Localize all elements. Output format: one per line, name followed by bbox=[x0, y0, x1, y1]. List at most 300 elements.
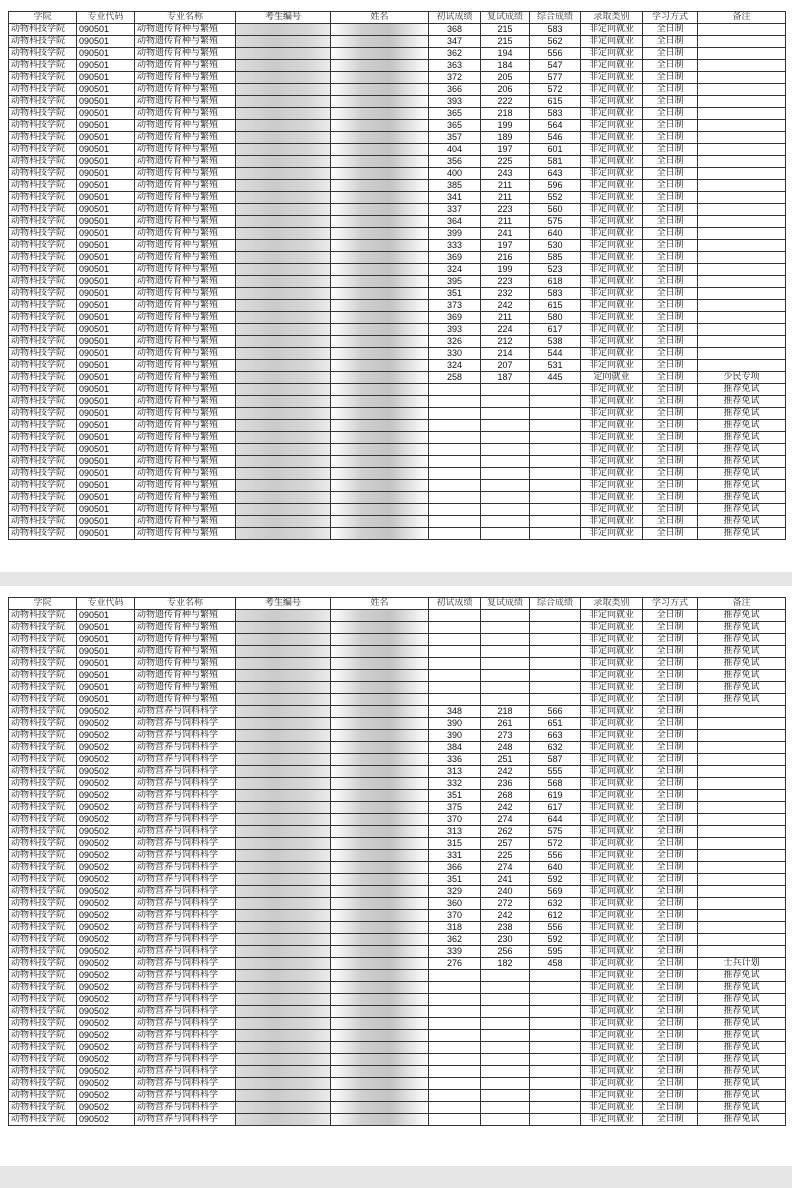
cell-retest-score: 243 bbox=[481, 168, 530, 180]
cell-total-score: 547 bbox=[530, 60, 581, 72]
table-row bbox=[9, 922, 786, 934]
cell-major-code: 090501 bbox=[77, 408, 135, 420]
table-row bbox=[9, 396, 786, 408]
cell-admission-type: 非定向就业 bbox=[581, 778, 643, 790]
cell-prelim-score bbox=[429, 982, 481, 994]
cell-name bbox=[331, 946, 429, 958]
cell-major-name: 动物遗传育种与繁殖 bbox=[135, 432, 236, 444]
cell-total-score: 575 bbox=[530, 216, 581, 228]
cell-college: 动物科技学院 bbox=[9, 228, 77, 240]
cell-name bbox=[331, 252, 429, 264]
table-row bbox=[9, 1018, 786, 1030]
cell-major-code: 090501 bbox=[77, 468, 135, 480]
table-row bbox=[9, 108, 786, 120]
cell-name bbox=[331, 958, 429, 970]
cell-study-mode: 全日制 bbox=[643, 814, 698, 826]
cell-remarks bbox=[698, 874, 786, 886]
cell-candidate-id bbox=[236, 730, 331, 742]
cell-candidate-id bbox=[236, 1078, 331, 1090]
cell-study-mode: 全日制 bbox=[643, 1006, 698, 1018]
cell-total-score: 564 bbox=[530, 120, 581, 132]
cell-college: 动物科技学院 bbox=[9, 1054, 77, 1066]
cell-candidate-id bbox=[236, 922, 331, 934]
cell-name bbox=[331, 24, 429, 36]
cell-remarks bbox=[698, 814, 786, 826]
cell-prelim-score: 370 bbox=[429, 910, 481, 922]
cell-admission-type: 非定向就业 bbox=[581, 60, 643, 72]
cell-study-mode: 全日制 bbox=[643, 168, 698, 180]
cell-college: 动物科技学院 bbox=[9, 958, 77, 970]
cell-major-name: 动物遗传育种与繁殖 bbox=[135, 252, 236, 264]
cell-admission-type: 非定向就业 bbox=[581, 180, 643, 192]
cell-total-score bbox=[530, 432, 581, 444]
cell-college: 动物科技学院 bbox=[9, 240, 77, 252]
cell-college: 动物科技学院 bbox=[9, 432, 77, 444]
cell-remarks bbox=[698, 108, 786, 120]
cell-retest-score: 218 bbox=[481, 706, 530, 718]
cell-major-code: 090501 bbox=[77, 420, 135, 432]
cell-remarks bbox=[698, 72, 786, 84]
cell-study-mode: 全日制 bbox=[643, 504, 698, 516]
table-row bbox=[9, 622, 786, 634]
cell-major-name: 动物营养与饲料科学 bbox=[135, 826, 236, 838]
cell-study-mode: 全日制 bbox=[643, 862, 698, 874]
cell-admission-type: 非定向就业 bbox=[581, 36, 643, 48]
cell-name bbox=[331, 778, 429, 790]
table-row bbox=[9, 432, 786, 444]
cell-major-code: 090501 bbox=[77, 480, 135, 492]
header-major-code: 专业代码 bbox=[77, 12, 135, 24]
cell-prelim-score: 337 bbox=[429, 204, 481, 216]
cell-admission-type: 非定向就业 bbox=[581, 468, 643, 480]
header-study-mode: 学习方式 bbox=[643, 12, 698, 24]
cell-candidate-id bbox=[236, 754, 331, 766]
table-row bbox=[9, 240, 786, 252]
cell-remarks bbox=[698, 898, 786, 910]
cell-prelim-score: 360 bbox=[429, 898, 481, 910]
cell-remarks: 士兵计划 bbox=[698, 958, 786, 970]
cell-college: 动物科技学院 bbox=[9, 862, 77, 874]
cell-college: 动物科技学院 bbox=[9, 408, 77, 420]
table-row bbox=[9, 72, 786, 84]
cell-college: 动物科技学院 bbox=[9, 96, 77, 108]
cell-total-score bbox=[530, 634, 581, 646]
cell-major-name: 动物遗传育种与繁殖 bbox=[135, 276, 236, 288]
cell-retest-score: 211 bbox=[481, 192, 530, 204]
cell-remarks bbox=[698, 288, 786, 300]
cell-candidate-id bbox=[236, 324, 331, 336]
cell-admission-type: 非定向就业 bbox=[581, 910, 643, 922]
cell-major-name: 动物营养与饲料科学 bbox=[135, 982, 236, 994]
cell-prelim-score: 369 bbox=[429, 252, 481, 264]
cell-candidate-id bbox=[236, 706, 331, 718]
cell-total-score bbox=[530, 1114, 581, 1126]
cell-prelim-score: 331 bbox=[429, 850, 481, 862]
cell-major-code: 090502 bbox=[77, 946, 135, 958]
cell-total-score: 523 bbox=[530, 264, 581, 276]
table-row bbox=[9, 516, 786, 528]
cell-retest-score bbox=[481, 970, 530, 982]
cell-college: 动物科技学院 bbox=[9, 1090, 77, 1102]
cell-college: 动物科技学院 bbox=[9, 778, 77, 790]
cell-retest-score: 261 bbox=[481, 718, 530, 730]
cell-major-code: 090501 bbox=[77, 156, 135, 168]
cell-candidate-id bbox=[236, 1042, 331, 1054]
cell-retest-score bbox=[481, 1090, 530, 1102]
cell-name bbox=[331, 970, 429, 982]
cell-total-score: 555 bbox=[530, 766, 581, 778]
cell-remarks bbox=[698, 838, 786, 850]
cell-candidate-id bbox=[236, 228, 331, 240]
cell-admission-type: 非定向就业 bbox=[581, 934, 643, 946]
cell-major-name: 动物遗传育种与繁殖 bbox=[135, 192, 236, 204]
table-row bbox=[9, 132, 786, 144]
cell-name bbox=[331, 360, 429, 372]
cell-retest-score bbox=[481, 994, 530, 1006]
header-major-name: 专业名称 bbox=[135, 12, 236, 24]
cell-name bbox=[331, 922, 429, 934]
cell-major-name: 动物营养与饲料科学 bbox=[135, 946, 236, 958]
table-row bbox=[9, 1042, 786, 1054]
cell-major-name: 动物营养与饲料科学 bbox=[135, 754, 236, 766]
table-row bbox=[9, 946, 786, 958]
cell-study-mode: 全日制 bbox=[643, 658, 698, 670]
cell-candidate-id bbox=[236, 444, 331, 456]
cell-prelim-score: 313 bbox=[429, 766, 481, 778]
table-row bbox=[9, 60, 786, 72]
cell-remarks: 推荐免试 bbox=[698, 480, 786, 492]
cell-major-name: 动物遗传育种与繁殖 bbox=[135, 120, 236, 132]
cell-retest-score: 199 bbox=[481, 264, 530, 276]
cell-study-mode: 全日制 bbox=[643, 432, 698, 444]
cell-total-score: 556 bbox=[530, 922, 581, 934]
cell-admission-type: 非定向就业 bbox=[581, 790, 643, 802]
cell-college: 动物科技学院 bbox=[9, 324, 77, 336]
cell-major-code: 090502 bbox=[77, 742, 135, 754]
cell-retest-score: 262 bbox=[481, 826, 530, 838]
cell-major-name: 动物营养与饲料科学 bbox=[135, 766, 236, 778]
cell-total-score: 587 bbox=[530, 754, 581, 766]
cell-major-name: 动物遗传育种与繁殖 bbox=[135, 516, 236, 528]
cell-prelim-score: 348 bbox=[429, 706, 481, 718]
cell-college: 动物科技学院 bbox=[9, 156, 77, 168]
cell-remarks bbox=[698, 228, 786, 240]
table-row bbox=[9, 766, 786, 778]
cell-admission-type: 非定向就业 bbox=[581, 300, 643, 312]
cell-retest-score bbox=[481, 1030, 530, 1042]
cell-retest-score bbox=[481, 408, 530, 420]
header-row bbox=[9, 12, 786, 24]
page-separator bbox=[0, 572, 792, 586]
cell-retest-score bbox=[481, 622, 530, 634]
cell-total-score: 458 bbox=[530, 958, 581, 970]
cell-college: 动物科技学院 bbox=[9, 192, 77, 204]
cell-retest-score: 211 bbox=[481, 216, 530, 228]
cell-major-code: 090501 bbox=[77, 60, 135, 72]
cell-prelim-score: 384 bbox=[429, 742, 481, 754]
cell-remarks bbox=[698, 766, 786, 778]
cell-prelim-score: 366 bbox=[429, 84, 481, 96]
cell-major-name: 动物营养与饲料科学 bbox=[135, 838, 236, 850]
table-row bbox=[9, 264, 786, 276]
cell-remarks bbox=[698, 790, 786, 802]
cell-college: 动物科技学院 bbox=[9, 48, 77, 60]
cell-college: 动物科技学院 bbox=[9, 694, 77, 706]
cell-retest-score: 223 bbox=[481, 276, 530, 288]
cell-candidate-id bbox=[236, 372, 331, 384]
cell-prelim-score bbox=[429, 468, 481, 480]
cell-admission-type: 非定向就业 bbox=[581, 754, 643, 766]
cell-major-name: 动物营养与饲料科学 bbox=[135, 874, 236, 886]
cell-major-code: 090502 bbox=[77, 982, 135, 994]
header-retest-score: 复试成绩 bbox=[481, 598, 530, 610]
cell-admission-type: 非定向就业 bbox=[581, 742, 643, 754]
cell-major-name: 动物遗传育种与繁殖 bbox=[135, 336, 236, 348]
cell-major-code: 090501 bbox=[77, 610, 135, 622]
table-row bbox=[9, 994, 786, 1006]
cell-remarks: 推荐免试 bbox=[698, 1054, 786, 1066]
cell-retest-score bbox=[481, 670, 530, 682]
cell-college: 动物科技学院 bbox=[9, 120, 77, 132]
cell-candidate-id bbox=[236, 1090, 331, 1102]
cell-candidate-id bbox=[236, 360, 331, 372]
cell-remarks bbox=[698, 144, 786, 156]
cell-study-mode: 全日制 bbox=[643, 1030, 698, 1042]
cell-major-code: 090501 bbox=[77, 670, 135, 682]
cell-major-code: 090501 bbox=[77, 48, 135, 60]
cell-remarks bbox=[698, 60, 786, 72]
header-remarks: 备注 bbox=[698, 598, 786, 610]
cell-study-mode: 全日制 bbox=[643, 790, 698, 802]
cell-retest-score: 257 bbox=[481, 838, 530, 850]
cell-college: 动物科技学院 bbox=[9, 168, 77, 180]
cell-remarks bbox=[698, 850, 786, 862]
cell-remarks bbox=[698, 84, 786, 96]
cell-name bbox=[331, 420, 429, 432]
cell-retest-score bbox=[481, 396, 530, 408]
cell-college: 动物科技学院 bbox=[9, 516, 77, 528]
cell-prelim-score: 400 bbox=[429, 168, 481, 180]
cell-study-mode: 全日制 bbox=[643, 60, 698, 72]
cell-study-mode: 全日制 bbox=[643, 216, 698, 228]
cell-admission-type: 非定向就业 bbox=[581, 658, 643, 670]
cell-candidate-id bbox=[236, 826, 331, 838]
table-row bbox=[9, 1006, 786, 1018]
cell-name bbox=[331, 240, 429, 252]
cell-major-name: 动物遗传育种与繁殖 bbox=[135, 204, 236, 216]
cell-remarks bbox=[698, 360, 786, 372]
header-total-score: 综合成绩 bbox=[530, 598, 581, 610]
cell-major-name: 动物遗传育种与繁殖 bbox=[135, 48, 236, 60]
cell-prelim-score: 336 bbox=[429, 754, 481, 766]
table-row bbox=[9, 1054, 786, 1066]
cell-remarks bbox=[698, 718, 786, 730]
cell-study-mode: 全日制 bbox=[643, 754, 698, 766]
cell-major-code: 090501 bbox=[77, 432, 135, 444]
table-row bbox=[9, 336, 786, 348]
cell-major-name: 动物遗传育种与繁殖 bbox=[135, 492, 236, 504]
cell-major-code: 090501 bbox=[77, 300, 135, 312]
cell-major-code: 090501 bbox=[77, 504, 135, 516]
header-row bbox=[9, 598, 786, 610]
cell-major-name: 动物遗传育种与繁殖 bbox=[135, 634, 236, 646]
cell-retest-score bbox=[481, 982, 530, 994]
cell-study-mode: 全日制 bbox=[643, 192, 698, 204]
cell-major-code: 090501 bbox=[77, 216, 135, 228]
cell-major-name: 动物营养与饲料科学 bbox=[135, 778, 236, 790]
cell-study-mode: 全日制 bbox=[643, 384, 698, 396]
cell-admission-type: 非定向就业 bbox=[581, 958, 643, 970]
cell-prelim-score bbox=[429, 444, 481, 456]
cell-major-code: 090501 bbox=[77, 646, 135, 658]
table-row bbox=[9, 958, 786, 970]
cell-name bbox=[331, 132, 429, 144]
cell-candidate-id bbox=[236, 982, 331, 994]
cell-major-code: 090502 bbox=[77, 910, 135, 922]
cell-retest-score: 240 bbox=[481, 886, 530, 898]
cell-college: 动物科技学院 bbox=[9, 742, 77, 754]
cell-retest-score: 225 bbox=[481, 156, 530, 168]
cell-study-mode: 全日制 bbox=[643, 312, 698, 324]
table-row bbox=[9, 1066, 786, 1078]
cell-major-code: 090501 bbox=[77, 456, 135, 468]
cell-candidate-id bbox=[236, 384, 331, 396]
cell-remarks: 推荐免试 bbox=[698, 1042, 786, 1054]
cell-total-score bbox=[530, 468, 581, 480]
cell-admission-type: 非定向就业 bbox=[581, 850, 643, 862]
cell-admission-type: 非定向就业 bbox=[581, 1102, 643, 1114]
table-row bbox=[9, 252, 786, 264]
cell-total-score: 592 bbox=[530, 874, 581, 886]
cell-major-name: 动物遗传育种与繁殖 bbox=[135, 24, 236, 36]
cell-name bbox=[331, 934, 429, 946]
cell-prelim-score bbox=[429, 622, 481, 634]
cell-study-mode: 全日制 bbox=[643, 1018, 698, 1030]
cell-name bbox=[331, 1030, 429, 1042]
cell-retest-score bbox=[481, 444, 530, 456]
cell-study-mode: 全日制 bbox=[643, 288, 698, 300]
cell-college: 动物科技学院 bbox=[9, 658, 77, 670]
header-candidate-id: 考生编号 bbox=[236, 12, 331, 24]
cell-retest-score: 230 bbox=[481, 934, 530, 946]
cell-major-code: 090501 bbox=[77, 384, 135, 396]
table-row bbox=[9, 886, 786, 898]
cell-major-name: 动物营养与饲料科学 bbox=[135, 958, 236, 970]
cell-study-mode: 全日制 bbox=[643, 360, 698, 372]
cell-prelim-score: 318 bbox=[429, 922, 481, 934]
cell-study-mode: 全日制 bbox=[643, 1090, 698, 1102]
cell-major-name: 动物遗传育种与繁殖 bbox=[135, 72, 236, 84]
table-row bbox=[9, 1114, 786, 1126]
cell-name bbox=[331, 84, 429, 96]
cell-college: 动物科技学院 bbox=[9, 108, 77, 120]
cell-prelim-score: 362 bbox=[429, 934, 481, 946]
cell-name bbox=[331, 408, 429, 420]
cell-retest-score: 248 bbox=[481, 742, 530, 754]
cell-candidate-id bbox=[236, 634, 331, 646]
cell-name bbox=[331, 396, 429, 408]
cell-candidate-id bbox=[236, 432, 331, 444]
cell-college: 动物科技学院 bbox=[9, 492, 77, 504]
cell-admission-type: 定向就业 bbox=[581, 372, 643, 384]
cell-total-score bbox=[530, 408, 581, 420]
cell-total-score: 596 bbox=[530, 180, 581, 192]
cell-remarks bbox=[698, 216, 786, 228]
cell-prelim-score bbox=[429, 480, 481, 492]
cell-college: 动物科技学院 bbox=[9, 144, 77, 156]
cell-candidate-id bbox=[236, 802, 331, 814]
cell-candidate-id bbox=[236, 1018, 331, 1030]
cell-prelim-score bbox=[429, 1102, 481, 1114]
cell-remarks: 推荐免试 bbox=[698, 492, 786, 504]
cell-study-mode: 全日制 bbox=[643, 264, 698, 276]
cell-candidate-id bbox=[236, 528, 331, 540]
cell-candidate-id bbox=[236, 742, 331, 754]
cell-retest-score: 197 bbox=[481, 240, 530, 252]
cell-candidate-id bbox=[236, 1102, 331, 1114]
cell-total-score: 617 bbox=[530, 324, 581, 336]
cell-name bbox=[331, 814, 429, 826]
cell-study-mode: 全日制 bbox=[643, 444, 698, 456]
cell-candidate-id bbox=[236, 886, 331, 898]
document-page-2 bbox=[0, 586, 792, 1166]
cell-prelim-score: 351 bbox=[429, 790, 481, 802]
cell-retest-score bbox=[481, 1018, 530, 1030]
cell-retest-score bbox=[481, 516, 530, 528]
cell-college: 动物科技学院 bbox=[9, 1042, 77, 1054]
cell-name bbox=[331, 276, 429, 288]
cell-remarks bbox=[698, 778, 786, 790]
cell-retest-score: 214 bbox=[481, 348, 530, 360]
cell-admission-type: 非定向就业 bbox=[581, 336, 643, 348]
cell-name bbox=[331, 324, 429, 336]
cell-major-name: 动物遗传育种与繁殖 bbox=[135, 444, 236, 456]
cell-major-code: 090501 bbox=[77, 516, 135, 528]
cell-major-code: 090502 bbox=[77, 826, 135, 838]
cell-total-score: 569 bbox=[530, 886, 581, 898]
cell-remarks bbox=[698, 276, 786, 288]
cell-name bbox=[331, 658, 429, 670]
cell-major-code: 090501 bbox=[77, 444, 135, 456]
cell-name bbox=[331, 336, 429, 348]
cell-study-mode: 全日制 bbox=[643, 646, 698, 658]
cell-major-code: 090502 bbox=[77, 994, 135, 1006]
cell-prelim-score: 385 bbox=[429, 180, 481, 192]
cell-study-mode: 全日制 bbox=[643, 718, 698, 730]
cell-college: 动物科技学院 bbox=[9, 946, 77, 958]
cell-major-name: 动物营养与饲料科学 bbox=[135, 814, 236, 826]
cell-major-name: 动物营养与饲料科学 bbox=[135, 1018, 236, 1030]
cell-study-mode: 全日制 bbox=[643, 634, 698, 646]
cell-total-score: 581 bbox=[530, 156, 581, 168]
cell-candidate-id bbox=[236, 408, 331, 420]
cell-major-name: 动物营养与饲料科学 bbox=[135, 1102, 236, 1114]
cell-name bbox=[331, 300, 429, 312]
cell-retest-score: 242 bbox=[481, 802, 530, 814]
cell-major-name: 动物营养与饲料科学 bbox=[135, 706, 236, 718]
cell-total-score: 560 bbox=[530, 204, 581, 216]
cell-remarks: 推荐免试 bbox=[698, 1066, 786, 1078]
cell-prelim-score bbox=[429, 1054, 481, 1066]
cell-candidate-id bbox=[236, 1054, 331, 1066]
table-row bbox=[9, 706, 786, 718]
cell-major-name: 动物遗传育种与繁殖 bbox=[135, 348, 236, 360]
cell-remarks bbox=[698, 36, 786, 48]
cell-major-code: 090501 bbox=[77, 36, 135, 48]
header-admission-type: 录取类别 bbox=[581, 598, 643, 610]
cell-remarks: 推荐免试 bbox=[698, 634, 786, 646]
cell-admission-type: 非定向就业 bbox=[581, 1018, 643, 1030]
